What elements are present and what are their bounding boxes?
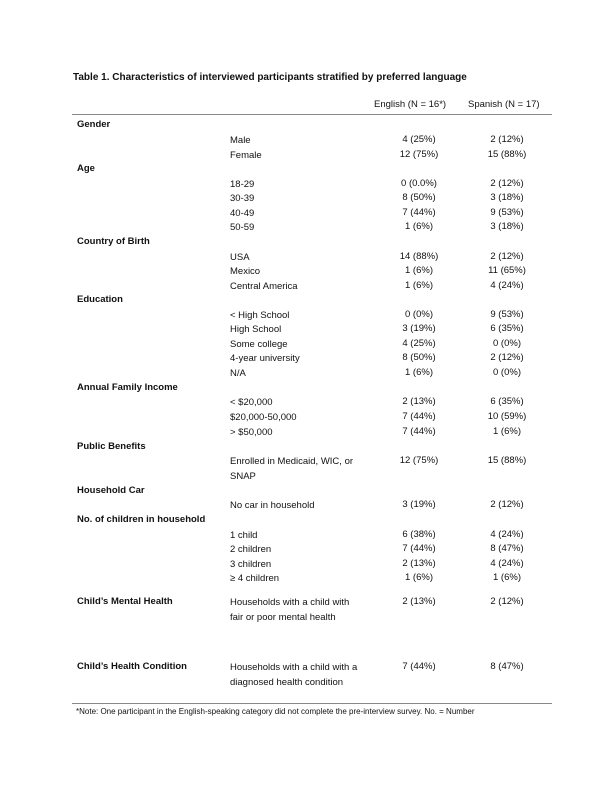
spanish-value-cell: 9 (53%) [490,309,524,320]
category-label: Gender [77,119,111,130]
spanish-value-cell: 4 (24%) [490,529,524,540]
english-value-cell: 1 (6%) [405,265,433,276]
english-value-cell: 2 (13%) [402,596,436,607]
english-value-cell: 2 (13%) [402,558,436,569]
row-label: Households with a child with a diagnosed health condition [230,662,358,688]
row-label: Male [230,135,251,146]
row-label: < High School [230,310,290,321]
row-label: USA [230,252,250,263]
column-header-spanish: Spanish (N = 17) [468,99,540,110]
category-label: Age [77,163,95,174]
spanish-value-cell: 2 (12%) [490,178,524,189]
category-label: Household Car [77,485,145,496]
english-value-cell: 6 (38%) [402,529,436,540]
english-value-cell: 7 (44%) [402,543,436,554]
english-value-cell: 7 (44%) [402,426,436,437]
english-value-cell: 14 (88%) [399,251,439,262]
spanish-value-cell: 2 (12%) [490,251,524,262]
english-value-cell: 7 (44%) [402,411,436,422]
english-value-cell: 7 (44%) [402,207,436,218]
spanish-value-cell: 2 (12%) [490,499,524,510]
row-label: 4-year university [230,353,300,364]
spanish-value-cell: 6 (35%) [490,323,524,334]
english-value-cell: 0 (0.0%) [401,178,437,189]
english-value-cell: 8 (50%) [402,352,436,363]
english-value-cell: 7 (44%) [402,661,436,672]
english-value-cell: 1 (6%) [405,221,433,232]
table-note: *Note: One participant in the English-speaking category did not complete the pre-interview survey. No. = Number [76,707,475,716]
spanish-value-cell: 1 (6%) [493,426,521,437]
table-title: Table 1. Characteristics of interviewed participants stratified by preferred language [73,72,467,83]
spanish-value-cell: 10 (59%) [487,411,527,422]
table-bottom-rule [72,703,552,704]
row-label: 1 child [230,530,258,541]
spanish-value-cell: 2 (12%) [490,134,524,145]
row-label: High School [230,324,282,335]
row-label: N/A [230,368,246,379]
spanish-value-cell: 8 (47%) [490,661,524,672]
english-value-cell: 1 (6%) [405,572,433,583]
row-label: 2 children [230,544,272,555]
english-value-cell: 2 (13%) [402,396,436,407]
spanish-value-cell: 0 (0%) [493,338,521,349]
row-label: 18-29 [230,179,255,190]
spanish-value-cell: 4 (24%) [490,558,524,569]
table-header-rule [72,114,552,115]
english-value-cell: 12 (75%) [399,455,439,466]
category-label: Annual Family Income [77,382,178,393]
row-label: Female [230,150,262,161]
english-value-cell: 1 (6%) [405,367,433,378]
category-label: Education [77,294,123,305]
english-value-cell: 3 (19%) [402,323,436,334]
row-label: Central America [230,281,298,292]
spanish-value-cell: 4 (24%) [490,280,524,291]
row-label: Some college [230,339,288,350]
row-label: 3 children [230,559,272,570]
row-label: No car in household [230,500,315,511]
spanish-value-cell: 15 (88%) [487,149,527,160]
column-header-english: English (N = 16*) [374,99,447,110]
row-label: 50-59 [230,222,255,233]
spanish-value-cell: 6 (35%) [490,396,524,407]
english-value-cell: 4 (25%) [402,134,436,145]
category-label: Child’s Health Condition [77,661,187,672]
spanish-value-cell: 15 (88%) [487,455,527,466]
spanish-value-cell: 8 (47%) [490,543,524,554]
english-value-cell: 3 (19%) [402,499,436,510]
english-value-cell: 12 (75%) [399,149,439,160]
row-label: Mexico [230,266,261,277]
english-value-cell: 8 (50%) [402,192,436,203]
row-label: Households with a child with fair or poor mental health [230,597,350,623]
row-label: ≥ 4 children [230,573,280,584]
english-value-cell: 1 (6%) [405,280,433,291]
english-value-cell: 4 (25%) [402,338,436,349]
spanish-value-cell: 2 (12%) [490,352,524,363]
english-value-cell: 0 (0%) [405,309,433,320]
row-label: Enrolled in Medicaid, WIC, or SNAP [230,456,354,482]
row-label: 40-49 [230,208,255,219]
spanish-value-cell: 9 (53%) [490,207,524,218]
category-label: Country of Birth [77,236,150,247]
spanish-value-cell: 3 (18%) [490,192,524,203]
spanish-value-cell: 1 (6%) [493,572,521,583]
row-label: $20,000-50,000 [230,412,297,423]
spanish-value-cell: 2 (12%) [490,596,524,607]
spanish-value-cell: 3 (18%) [490,221,524,232]
category-label: No. of children in household [77,514,206,525]
row-label: > $50,000 [230,427,273,438]
row-label: 30-39 [230,193,255,204]
spanish-value-cell: 11 (65%) [488,265,526,276]
row-label: < $20,000 [230,397,273,408]
category-label: Public Benefits [77,441,146,452]
category-label: Child’s Mental Health [77,596,173,607]
spanish-value-cell: 0 (0%) [493,367,521,378]
